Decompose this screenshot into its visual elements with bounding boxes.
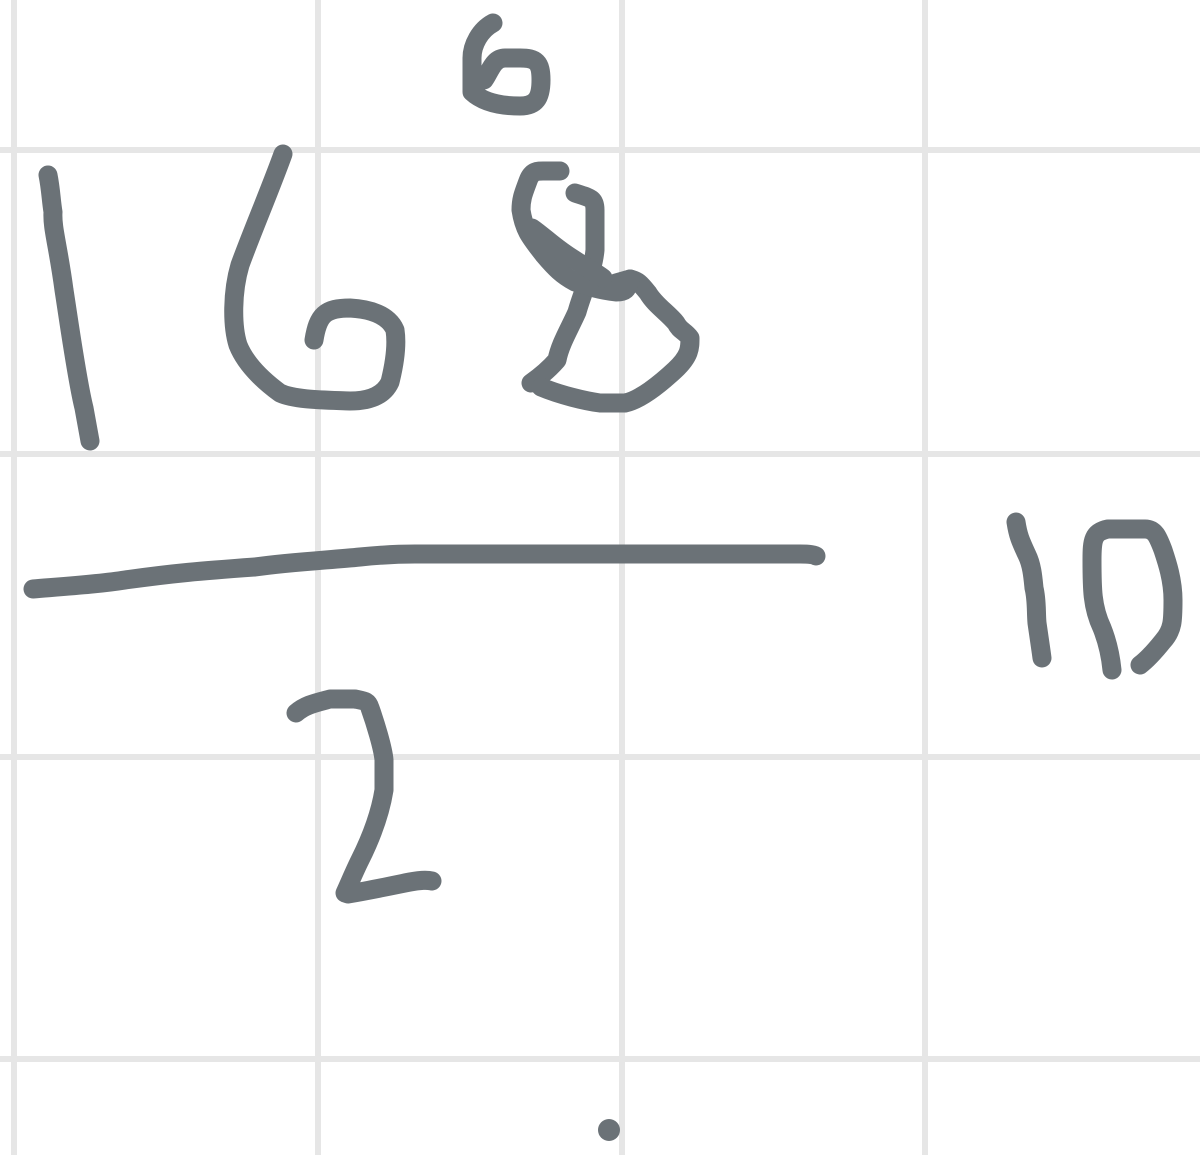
carry-digit-6 (472, 23, 541, 106)
side-number-10 (1016, 522, 1173, 670)
fraction-bar (33, 554, 816, 589)
digit-6 (234, 154, 396, 401)
numerator-168 (48, 154, 690, 441)
digit-1-side (1016, 522, 1042, 658)
digit-0-side (1092, 529, 1173, 670)
ink-dot (598, 1119, 620, 1141)
digit-1 (48, 175, 90, 441)
denominator-2 (296, 699, 432, 894)
